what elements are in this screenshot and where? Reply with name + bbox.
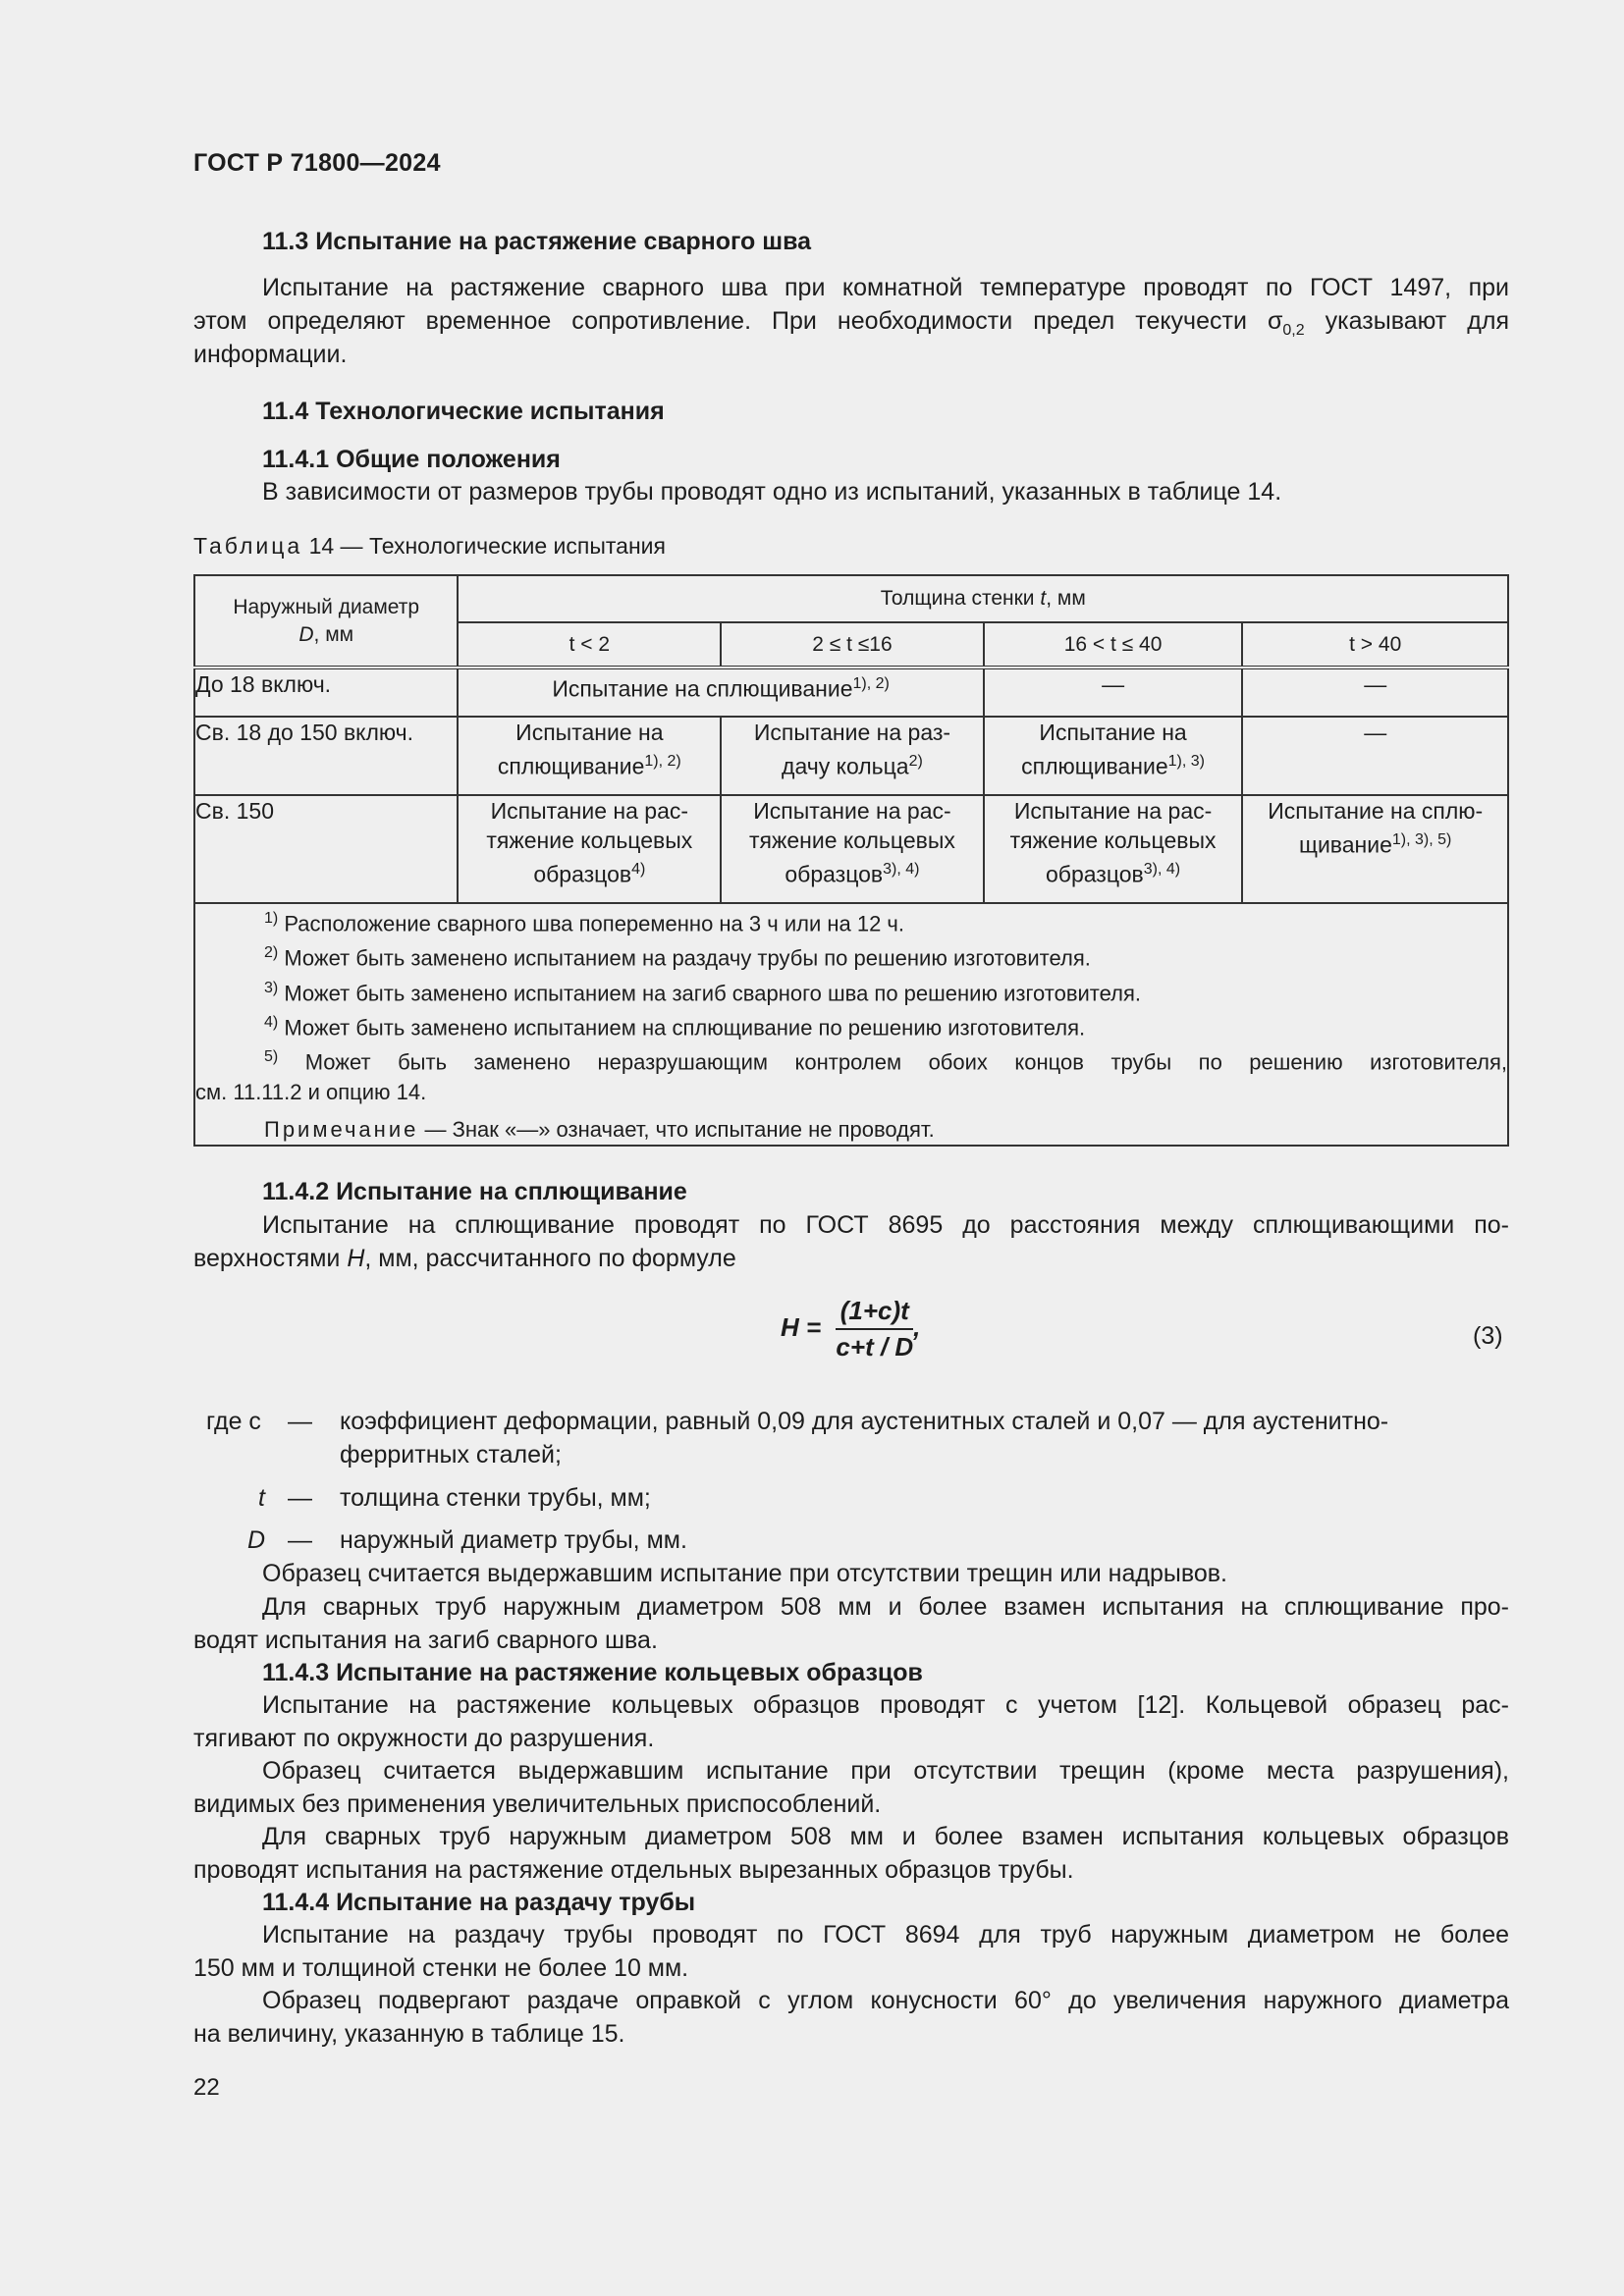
row1-c3: —: [984, 667, 1243, 717]
thickness-range-4: t > 40: [1242, 622, 1508, 667]
section-11-4-3-p3-line1: Для сварных труб наружным диаметром 508 мм и более взамен испытания кольцевых образцов: [262, 1823, 1509, 1850]
footnote-4: $^{4)}$ Может быть заменено испытанием на сплющивание по решению изготовителя.: [264, 1013, 1086, 1041]
section-11-3-line1: Испытание на растяжение сварного шва при комнатной температуре проводят по ГОСТ 1497, при: [262, 274, 1509, 301]
row1-merged-test: Испытание на сплющивание$^{1), 2)}$: [458, 667, 983, 717]
row2-c2: Испытание на раз- дачу кольца$^{2)}$: [721, 717, 984, 795]
section-11-4-2-line1: Испытание на сплющивание проводят по ГОСТ 8695 до расстояния между сплющивающими по-: [262, 1211, 1509, 1239]
table-footnotes-row: [194, 903, 1508, 1146]
table14-caption: Таблица 14 — Технологические испытания: [193, 533, 666, 559]
table-14: [193, 574, 1509, 1147]
section-11-4-2-para3-line1: Для сварных труб наружным диаметром 508 мм и более взамен испытания на сплющивание про-: [262, 1593, 1509, 1621]
formula-fraction: $\frac{(1+c)t}{c+t / D}$: [836, 1296, 914, 1362]
footnote-2: $^{2)}$ Может быть заменено испытанием на раздачу трубы по решению изготовителя.: [264, 944, 1091, 971]
row2-c3: Испытание на сплющивание$^{1), 3)}$: [984, 717, 1243, 795]
row3-c2: Испытание на рас- тяжение кольцевых образцов$^{3), 4)}$: [721, 795, 984, 903]
row2-diameter: Св. 18 до 150 включ.: [194, 717, 458, 795]
footnote-5: $^{5)}$ Может быть заменено неразрушающим контролем обоих концов трубы по решению изготовителя,: [264, 1048, 1507, 1075]
thickness-range-2: 2 ≤ t ≤16: [721, 622, 984, 667]
formula-3: H = $\frac{(1+c)t}{c+t / D}$ ,: [781, 1296, 921, 1362]
where-t-desc: толщина стенки трубы, мм;: [340, 1484, 651, 1512]
section-11-4-3-p3-line2: проводят испытания на растяжение отдельных вырезанных образцов трубы.: [193, 1856, 1074, 1884]
row3-c3: Испытание на рас- тяжение кольцевых образцов$^{3), 4)}$: [984, 795, 1243, 903]
section-11-3-line3: информации.: [193, 341, 348, 368]
section-11-4-heading: 11.4 Технологические испытания: [262, 398, 665, 425]
row1-c4: —: [1242, 667, 1508, 717]
footnote-1: $^{1)}$ Расположение сварного шва попеременно на 3 ч или на 12 ч.: [264, 910, 905, 936]
section-11-4-3-p2-line1: Образец считается выдержавшим испытание при отсутствии трещин (кроме места разрушения),: [262, 1757, 1509, 1785]
where-d-symbol: D: [247, 1526, 266, 1554]
section-11-4-4-p2-line1: Образец подвергают раздаче оправкой с углом конусности 60° до увеличения наружного диаметра: [262, 1987, 1509, 2014]
where-dash-2: —: [288, 1484, 312, 1512]
where-label: где c: [206, 1408, 261, 1435]
section-11-4-2-para3-line2: водят испытания на загиб сварного шва.: [193, 1627, 658, 1654]
table-footnotes: [194, 903, 1508, 1146]
section-11-4-3-p2-line2: видимых без применения увеличительных приспособлений.: [193, 1790, 882, 1818]
section-11-4-1-heading: 11.4.1 Общие положения: [262, 446, 561, 473]
where-c-desc-line1: коэффициент деформации, равный 0,09 для аустенитных сталей и 0,07 — для аустенитно-: [340, 1408, 1389, 1435]
section-11-3-line2: этом определяют временное сопротивление. При необходимости предел текучести $\sigma_{0,2}$ указывают для: [193, 307, 1510, 339]
section-11-4-4-heading: 11.4.4 Испытание на раздачу трубы: [262, 1889, 696, 1916]
header-outer-diameter: Наружный диаметр D, мм: [194, 575, 458, 667]
row2-c4: —: [1242, 717, 1508, 795]
row2-c1: Испытание на сплющивание$^{1), 2)}$: [458, 717, 721, 795]
section-11-4-3-p1-line1: Испытание на растяжение кольцевых образцов проводят с учетом [12]. Кольцевой образец рас-: [262, 1691, 1509, 1719]
section-11-4-4-p2-line2: на величину, указанную в таблице 15.: [193, 2020, 625, 2048]
header-wall-thickness: Толщина стенки t, мм: [458, 575, 1508, 622]
section-11-4-3-heading: 11.4.3 Испытание на растяжение кольцевых образцов: [262, 1659, 923, 1686]
row3-c1: Испытание на рас- тяжение кольцевых образцов$^{4)}$: [458, 795, 721, 903]
row3-diameter: Св. 150: [194, 795, 458, 903]
section-11-4-3-p1-line2: тягивают по окружности до разрушения.: [193, 1725, 655, 1752]
row3-c4: Испытание на сплю- щивание$^{1), 3), 5)}$: [1242, 795, 1508, 903]
footnote-5-continued: см. 11.11.2 и опцию 14.: [195, 1079, 427, 1104]
section-11-4-1-para: В зависимости от размеров трубы проводят одно из испытаний, указанных в таблице 14.: [262, 478, 1282, 506]
page-number: 22: [193, 2074, 220, 2101]
thickness-range-3: 16 < t ≤ 40: [984, 622, 1243, 667]
where-dash-3: —: [288, 1526, 312, 1554]
row1-diameter: До 18 включ.: [194, 667, 458, 717]
section-11-4-4-p1-line2: 150 мм и толщиной стенки не более 10 мм.: [193, 1954, 689, 1982]
thickness-range-1: t < 2: [458, 622, 721, 667]
where-dash-1: —: [288, 1408, 312, 1435]
table-note: Примечание — Знак «—» означает, что испытание не проводят.: [264, 1116, 935, 1142]
table-row: [194, 667, 1508, 717]
section-11-3-heading: 11.3 Испытание на растяжение сварного шва: [262, 228, 812, 255]
equation-number: (3): [1473, 1322, 1503, 1350]
table-row: [194, 795, 1508, 903]
where-c-desc-line2: ферритных сталей;: [340, 1441, 562, 1468]
where-t-symbol: t: [258, 1484, 265, 1512]
where-d-desc: наружный диаметр трубы, мм.: [340, 1526, 687, 1554]
table-row: [194, 717, 1508, 795]
footnote-3: $^{3)}$ Может быть заменено испытанием на загиб сварного шва по решению изготовителя.: [264, 979, 1141, 1005]
section-11-4-2-heading: 11.4.2 Испытание на сплющивание: [262, 1178, 687, 1205]
document-code: ГОСТ Р 71800—2024: [193, 149, 441, 177]
section-11-4-2-line2: верхностями H, мм, рассчитанного по формуле: [193, 1245, 736, 1272]
section-11-4-2-para2: Образец считается выдержавшим испытание при отсутствии трещин или надрывов.: [262, 1560, 1227, 1587]
section-11-4-4-p1-line1: Испытание на раздачу трубы проводят по ГОСТ 8694 для труб наружным диаметром не более: [262, 1921, 1509, 1949]
